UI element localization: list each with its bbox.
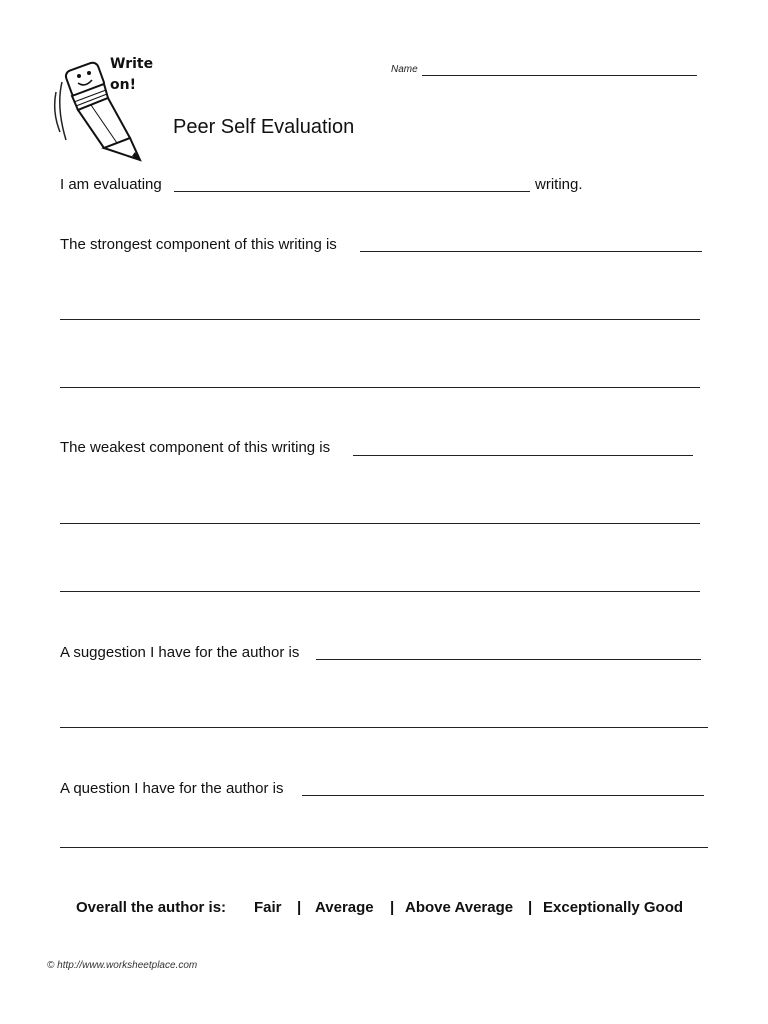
rating-option-exceptionally-good[interactable]: Exceptionally Good — [543, 899, 684, 916]
evaluating-suffix: writing. — [535, 176, 583, 193]
suggestion-blank[interactable] — [316, 659, 701, 660]
name-field-line[interactable] — [422, 75, 697, 76]
rating-option-fair[interactable]: Fair — [254, 899, 282, 916]
rating-separator: | — [297, 899, 302, 916]
name-label: Name — [391, 64, 418, 75]
rating-separator: | — [528, 899, 533, 916]
weakest-blank[interactable] — [353, 455, 693, 456]
question-blank[interactable] — [302, 795, 704, 796]
evaluating-prefix: I am evaluating — [60, 176, 162, 193]
rating-option-above-average[interactable]: Above Average — [405, 899, 514, 916]
suggestion-answer-line[interactable] — [60, 727, 708, 728]
strongest-prompt: The strongest component of this writing is — [60, 236, 337, 253]
question-answer-line[interactable] — [60, 847, 708, 848]
write-on-logo — [48, 52, 168, 164]
overall-label: Overall the author is: — [76, 899, 227, 916]
page-title: Peer Self Evaluation — [173, 116, 355, 138]
strongest-answer-line-1[interactable] — [60, 319, 700, 320]
weakest-answer-line-1[interactable] — [60, 523, 700, 524]
rating-separator: | — [390, 899, 395, 916]
weakest-answer-line-2[interactable] — [60, 591, 700, 592]
logo-text-write: Write — [110, 56, 154, 72]
suggestion-prompt: A suggestion I have for the author is — [60, 644, 300, 661]
logo-text-on: on! — [110, 77, 136, 93]
strongest-answer-line-2[interactable] — [60, 387, 700, 388]
copyright-footer: © http://www.worksheetplace.com — [47, 960, 198, 971]
strongest-blank[interactable] — [360, 251, 702, 252]
evaluating-blank[interactable] — [174, 191, 530, 192]
rating-option-average[interactable]: Average — [315, 899, 374, 916]
question-prompt: A question I have for the author is — [60, 780, 284, 797]
weakest-prompt: The weakest component of this writing is — [60, 439, 331, 456]
